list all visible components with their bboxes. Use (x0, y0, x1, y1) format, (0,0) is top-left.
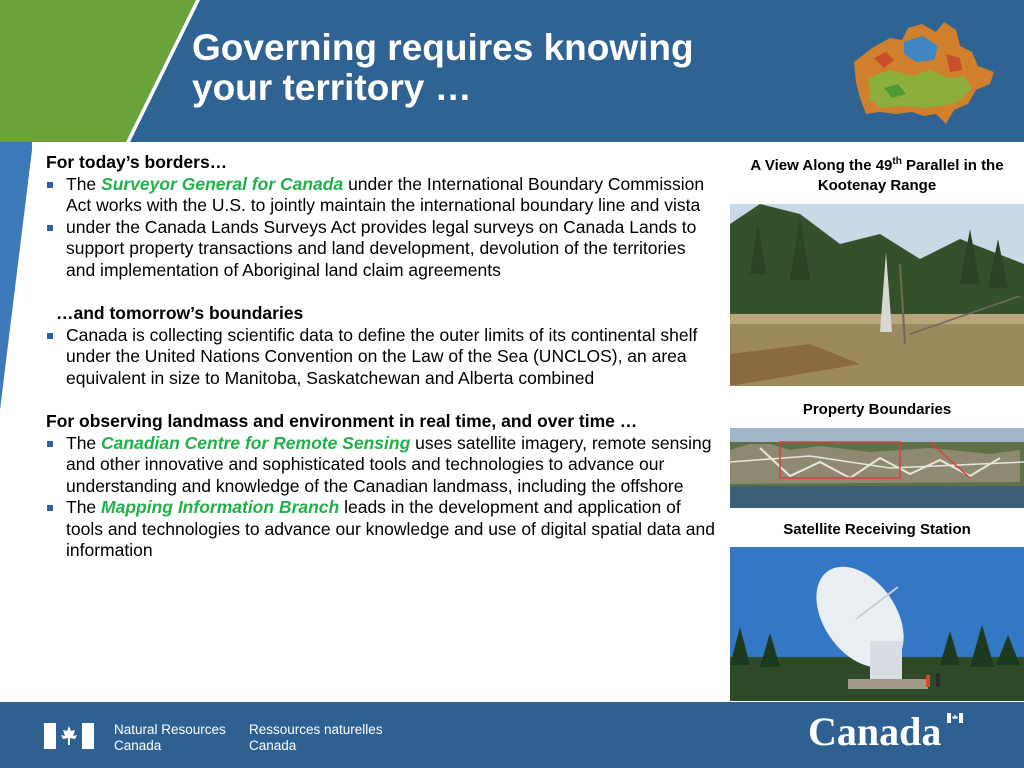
org-name-french-line2: Canada (249, 738, 297, 753)
bullet-list-tomorrow (46, 325, 716, 390)
canada-wordmark: Canada (808, 709, 942, 754)
title-line-1: Governing requires knowing (192, 27, 694, 68)
bullet-icon (47, 333, 53, 339)
org-name-french-line1: Ressources naturelles (249, 722, 383, 737)
canada-flag-icon (44, 723, 94, 749)
canada-map-icon (850, 18, 998, 135)
list-item (46, 325, 716, 390)
left-decorative-strip (0, 142, 32, 702)
bullet-icon (47, 182, 53, 188)
property-boundaries-photo (730, 428, 1024, 508)
bullet-list-borders (46, 174, 716, 282)
bullet-text: The (66, 497, 102, 517)
spacer (46, 281, 716, 303)
caption-text: Parallel in the Kootenay Range (817, 157, 1004, 194)
station-caption: Satellite Receiving Station (783, 521, 971, 538)
parallel-caption (730, 152, 1024, 196)
caption-text: A View Along the 49 (750, 157, 893, 174)
bullet-text: The (66, 173, 102, 194)
spacer (46, 389, 716, 411)
list-item (46, 217, 716, 282)
satellite-station-photo (730, 547, 1024, 701)
bullet-text: The (66, 432, 102, 453)
section-heading-borders: For today’s borders… (46, 152, 228, 172)
bullet-text: Canada is collecting scientific data to define the outer limits of its continental shelf under the United Nations Convention on the Law of the Sea (UNCLOS), an area equivalent in size to Manitoba, Saskatchewan and Alberta combined (66, 324, 698, 388)
org-name-french (249, 722, 383, 754)
bullet-icon (47, 225, 53, 231)
mapping-branch-highlight: Mapping Information Branch (101, 497, 340, 517)
slide-title (192, 28, 752, 108)
property-caption: Property Boundaries (802, 401, 952, 418)
section-heading-tomorrow: …and tomorrow’s boundaries (56, 303, 304, 323)
caption-superscript: th (892, 156, 902, 167)
list-item (46, 174, 716, 217)
bullet-text: under the Canada Lands Surveys Act provides legal surveys on Canada Lands to support property transactions and land development, devolution of the territories and implementation of Aboriginal land claim agreements (66, 216, 697, 280)
bullet-list-observing (46, 433, 716, 562)
surveyor-general-highlight: Surveyor General for Canada (101, 173, 344, 194)
boundary-obelisk-photo (730, 204, 1024, 386)
image-column (730, 152, 1024, 701)
remote-sensing-highlight: Canadian Centre for Remote Sensing (101, 432, 411, 453)
canada-flag-icon (947, 713, 963, 723)
org-name-english-line1: Natural Resources (114, 722, 226, 737)
bullet-text: uses satellite imagery, remote sensing and other innovative and sophisticated tools and technologies to advance our understanding and knowledge of the Canadian landmass, including the offshore (66, 432, 712, 496)
title-line-2: your territory … (192, 67, 472, 108)
bullet-icon (47, 441, 53, 447)
section-heading-observing: For observing landmass and environment in real time, and over time … (46, 411, 638, 431)
org-name-english (114, 722, 226, 754)
org-name-english-line2: Canada (114, 738, 162, 753)
bullet-text: under the International Boundary Commission Act works with the U.S. to jointly maintain the international boundary line and vista (66, 173, 705, 215)
bullet-icon (47, 505, 53, 511)
list-item (46, 433, 716, 498)
slide-body (46, 152, 716, 562)
list-item (46, 497, 716, 562)
bullet-text: leads in the development and application of tools and technologies to advance our knowledge and use of digital spatial data and information (66, 497, 715, 560)
